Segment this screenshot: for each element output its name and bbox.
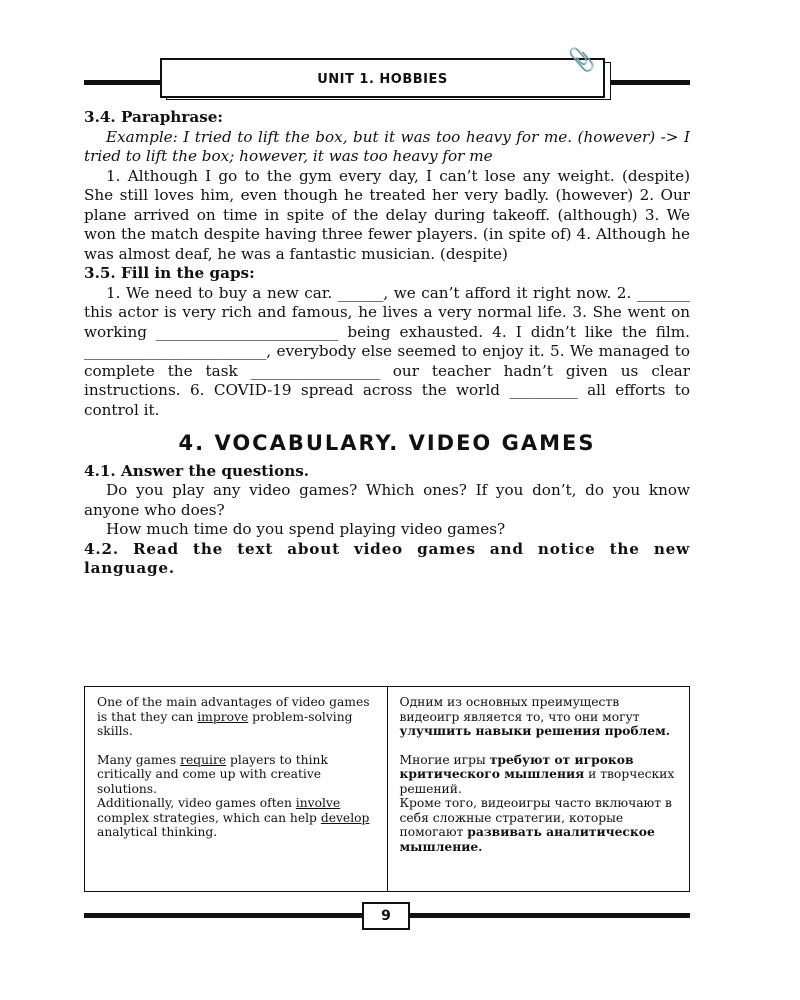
bold-text: развивать аналитическое мышление. <box>399 824 655 854</box>
paperclip-icon: 📎 <box>568 48 596 73</box>
text: complex strategies, which can help <box>97 810 321 825</box>
header-rule-right <box>605 80 690 85</box>
vocab-word-involve: involve <box>295 796 341 810</box>
vocab-word-require: require <box>180 752 227 767</box>
text: One of the main advantages of video games is that they can <box>97 695 370 724</box>
text: analytical thinking. <box>97 825 218 839</box>
text: Кроме того, видеоигры часто включают в себя сложные стратегии, которые помогают <box>399 796 672 839</box>
bold-text: улучшить навыки решения проблем. <box>399 723 671 738</box>
bold-text: требуют от игроков критического мышления <box>399 751 634 781</box>
en-paragraph-1 <box>97 695 375 739</box>
section-3-4-body: 1. Although I go to the gym every day, I can’t lose any weight. (despite) She still loves him, even though he treated her very badly. (however) 2. Our plane arrived on time in spite of the delay during takeoff. (although) 3. We won the match despite having three fewer players. (in spite of) 4. Although he was almost deaf, he was a fantastic musician. (despite) <box>84 166 690 263</box>
section-3-5-title: 3.5. Fill in the gaps: <box>84 264 255 282</box>
russian-column <box>387 687 690 892</box>
header-rule-left <box>84 80 164 85</box>
vocab-word-develop: develop <box>320 810 370 825</box>
section-3-4-example: Example: I tried to lift the box, but it was too heavy for me. (however) -> I tried to lift the box; however, it was too heavy for me <box>84 127 690 165</box>
page-number: 9 <box>362 902 410 930</box>
section-4-1-title: 4.1. Answer the questions. <box>84 461 310 480</box>
vocab-word-improve: improve <box>197 709 249 724</box>
text: Additionally, video games often <box>97 796 296 810</box>
question-1: Do you play any video games? Which ones? If you don’t, do you know anyone who does? <box>84 481 690 519</box>
section-4-title: 4. VOCABULARY. VIDEO GAMES <box>178 431 596 455</box>
footer-rule-left <box>84 913 364 918</box>
section-3-4-title: 3.4. Paraphrase: <box>84 108 224 126</box>
question-2: How much time do you spend playing video games? <box>106 520 506 538</box>
section-3-5-body: 1. We need to buy a new car. ______, we can’t afford it right now. 2. _______ this actor is very rich and famous, he lives a very normal life. 3. She went on working ________________________ being exhausted. 4. I didn’t like the film. ________________________, everybody else seemed to enjoy it. 5. We managed to complete the task _________________ our teacher hadn’t given us clear instructions. 6. COVID-19 spread across the world _________ all efforts to control it. <box>84 283 690 419</box>
text: problem-solving skills. <box>97 709 353 738</box>
text: и творческих решений. <box>399 767 675 796</box>
ru-paragraph-1 <box>400 695 678 739</box>
vocabulary-table <box>84 686 690 892</box>
page-content <box>84 108 690 579</box>
footer-rule-right <box>408 913 690 918</box>
en-paragraph-3 <box>97 796 375 840</box>
section-4-2-title: 4.2. Read the text about video games and notice the new language. <box>84 539 690 577</box>
unit-header: UNIT 1. HOBBIES <box>317 72 448 87</box>
text: players to think critically and come up with creative solutions. <box>97 752 328 796</box>
ru-paragraph-2 <box>400 753 678 797</box>
en-paragraph-2 <box>97 753 375 797</box>
english-column <box>85 687 388 892</box>
text: Одним из основных преимуществ видеоигр является то, что они могут <box>399 695 640 724</box>
text: Многие игры <box>399 752 490 767</box>
text: Many games <box>97 752 181 767</box>
vocabulary-row <box>85 687 690 892</box>
ru-paragraph-3 <box>400 796 678 854</box>
